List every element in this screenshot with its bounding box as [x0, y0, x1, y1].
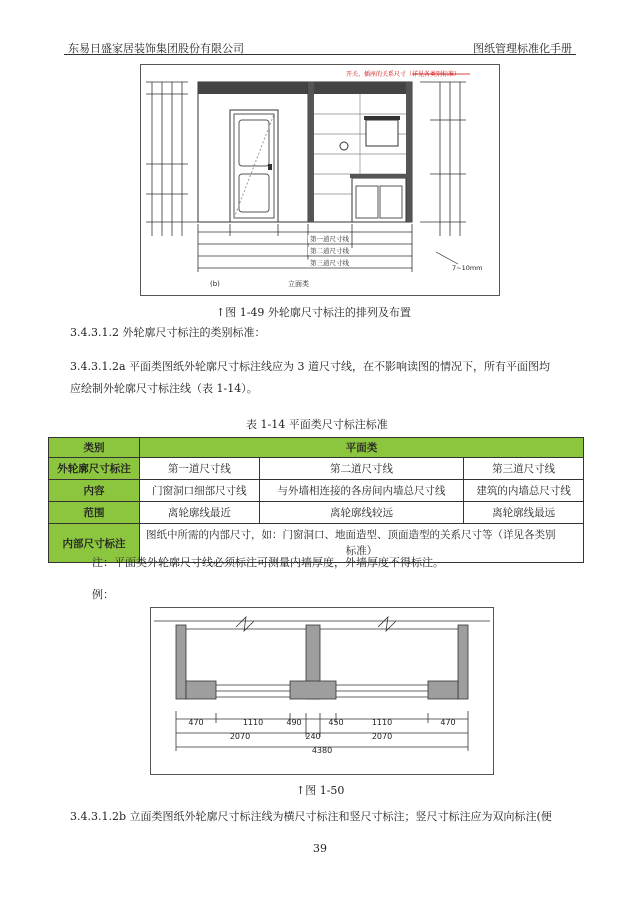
elevation-dimension-figure	[140, 64, 500, 296]
para-b: 3.4.3.1.2b 立面类图纸外轮廓尺寸标注线为横尺寸标注和竖尺寸标注；竖尺寸标注应为双向标注(便	[70, 810, 552, 823]
dimension-standard-table	[48, 437, 584, 563]
figure-1-50-caption: ↑图 1-50	[296, 784, 345, 797]
row-label-range: 范围	[49, 502, 140, 524]
dim-line-3-label: 第三道尺寸线	[310, 259, 349, 267]
dim-label: 240	[305, 732, 321, 741]
para-a-line2: 应绘制外轮廓尺寸标注线（表 1-14）。	[70, 382, 258, 395]
row-label-outline: 外轮廓尺寸标注	[49, 458, 140, 480]
dim-label: 2070	[229, 732, 251, 741]
dim-label: 2070	[371, 732, 393, 741]
table-cell: 第一道尺寸线	[140, 458, 260, 480]
figure-1-49-caption: ↑图 1-49 外轮廓尺寸标注的排列及布置	[216, 306, 411, 319]
internal-dim-line2: 标准）	[345, 545, 378, 557]
header-category: 类别	[49, 438, 140, 458]
row-label-internal: 内部尺寸标注	[49, 524, 140, 563]
plan-dimension-figure	[150, 607, 494, 775]
table-title: 表 1-14 平面类尺寸标注标准	[246, 418, 388, 431]
table-cell: 离轮廓线较远	[259, 502, 464, 524]
table-cell: 离轮廓线最近	[140, 502, 260, 524]
section-title: 3.4.3.1.2 外轮廓尺寸标注的类别标准：	[70, 326, 266, 339]
para-a-line1: 3.4.3.1.2a 平面类图纸外轮廓尺寸标注线应为 3 道尺寸线，在不影响读图的情况下，所有平面图均	[70, 360, 551, 373]
header-plan: 平面类	[140, 438, 584, 458]
dim-label: 470	[440, 718, 456, 727]
fig1-view-label: 立面类	[288, 280, 309, 288]
dim-label: 450	[328, 718, 344, 727]
page-number: 39	[313, 842, 327, 855]
example-label: 例：	[92, 588, 114, 601]
dim-line-2-label: 第二道尺寸线	[310, 247, 349, 255]
dim-label: 1110	[242, 718, 264, 727]
page-header	[64, 38, 576, 55]
table-cell: 第二道尺寸线	[259, 458, 464, 480]
table-cell: 第三道尺寸线	[464, 458, 584, 480]
dim-label: 490	[286, 718, 302, 727]
table-cell: 与外墙相连接的各房间内墙总尺寸线	[259, 480, 464, 502]
note-text: 注：平面类外轮廓尺寸线必须标注可测量内墙厚度，外墙厚度不得标注。	[92, 556, 444, 569]
table-cell: 门窗洞口细部尺寸线	[140, 480, 260, 502]
table-cell: 建筑的内墙总尺寸线	[464, 480, 584, 502]
dim-label: 470	[188, 718, 204, 727]
spacing-note: 7~10mm	[452, 264, 483, 272]
manual-title: 图纸管理标准化手册	[473, 42, 572, 55]
row-label-content: 内容	[49, 480, 140, 502]
fig1-sub-label: (b)	[210, 280, 220, 288]
dim-total-label: 4380	[311, 746, 333, 755]
dim-line-1-label: 第一道尺寸线	[310, 235, 349, 243]
table-cell: 离轮廓线最远	[464, 502, 584, 524]
company-name: 东易日盛家居装饰集团股份有限公司	[68, 42, 244, 55]
dim-label: 1110	[371, 718, 393, 727]
fig1-top-note: 开关、插座的关系尺寸（详见各类别标准）	[346, 71, 461, 78]
internal-dim-line1: 图纸中所需的内部尺寸，如：门窗洞口、地面造型、顶面造型的关系尺寸等（详见各类别	[146, 529, 556, 541]
